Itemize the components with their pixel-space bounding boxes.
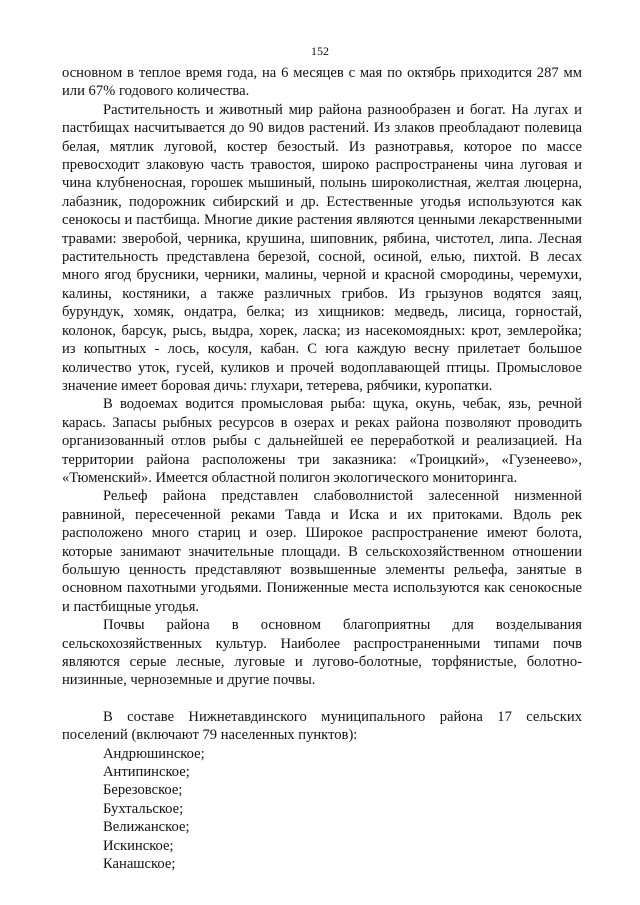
settlement-item: Велижанское; xyxy=(103,819,190,836)
paragraph-soils: Почвы района в основном благоприятны для возделывания сельскохозяйственных культур. Наиболее распространенными типами почв являются серые лесные, луговые и лугово-болотные, торфянистые, болотно-низинные, черноземные и другие почвы. xyxy=(62,617,582,689)
settlement-list xyxy=(62,745,582,874)
settlement-item: Антипинское; xyxy=(103,764,190,781)
settlement-item: Андрюшинское; xyxy=(103,745,205,762)
paragraph-climate-continuation: основном в теплое время года, на 6 месяцев с мая по октябрь приходится 287 мм или 67% годового количества. xyxy=(62,65,582,100)
page-number: 152 xyxy=(311,44,329,58)
paragraph-gap xyxy=(62,690,582,708)
paragraph-fish-reserves: В водоемах водится промысловая рыба: щука, окунь, чебак, язь, речной карась. Запасы рыбных ресурсов в озерах и реках района позволяют проводить организованный отлов рыбы с дальнейшей ее переработкой и реализацией. На территории района расположены три заказника: «Троицкий», «Гузенеево», «Тюменский». Имеется областной полигон экологического мониторинга. xyxy=(62,396,582,486)
settlement-item: Березовское; xyxy=(103,782,183,799)
settlement-item: Искинское; xyxy=(103,837,174,854)
paragraph-flora-fauna: Растительность и животный мир района разнообразен и богат. На лугах и пастбищах насчитывается до 90 видов растений. Из злаков преобладают полевица белая, мятлик луговой, костер безостый. Из разнотравья, которое по массе превосходит злаковую часть травостоя, широко распространены чина луговая и чина клубненосная, горошек мышиный, полынь широколистная, желтая люцерна, лабазник, подорожник сибирский и др. Естественные угодья используются как сенокосы и пастбища. Многие дикие растения являются ценными лекарственными травами: зверобой, черника, крушина, шиповник, рябина, чистотел, липа. Лесная растительность представлена березой, сосной, осиной, елью, пихтой. В лесах много ягод брусники, черники, малины, черной и красной смородины, черемухи, калины, костяники, а также различных грибов. Из грызунов водятся заяц, бурундук, хомяк, ондатра, белка; из хищников: медведь, лисица, горностай, колонок, барсук, рысь, выдра, хорек, ласка; из насекомоядных: крот, землеройка; из копытных - лось, косуля, кабан. С юга каждую весну прилетает большое количество уток, гусей, куликов и прочей водоплавающей птицы. Промысловое значение имеет боровая дичь: глухари, тетерева, рябчики, куропатки. xyxy=(62,101,582,394)
document-body xyxy=(62,64,582,873)
paragraph-relief: Рельеф района представлен слабоволнистой залесенной низменной равниной, пересеченной реками Тавда и Иска и их притоками. Вдоль рек расположено много стариц и озер. Широкое распространение имеют болота, которые занимают значительные площади. В сельскохозяйственном отношении большую ценность представляют возвышенные элементы рельефа, занятые в основном пахотными угодьями. Пониженные места используются как сенокосные и пастбищные угодья. xyxy=(62,488,582,615)
settlement-item: Канашское; xyxy=(103,856,176,873)
paragraph-settlements-intro: В составе Нижнетавдинского муниципального района 17 сельских поселений (включают 79 населенных пунктов): xyxy=(62,708,582,744)
settlement-item: Бухтальское; xyxy=(103,800,184,817)
